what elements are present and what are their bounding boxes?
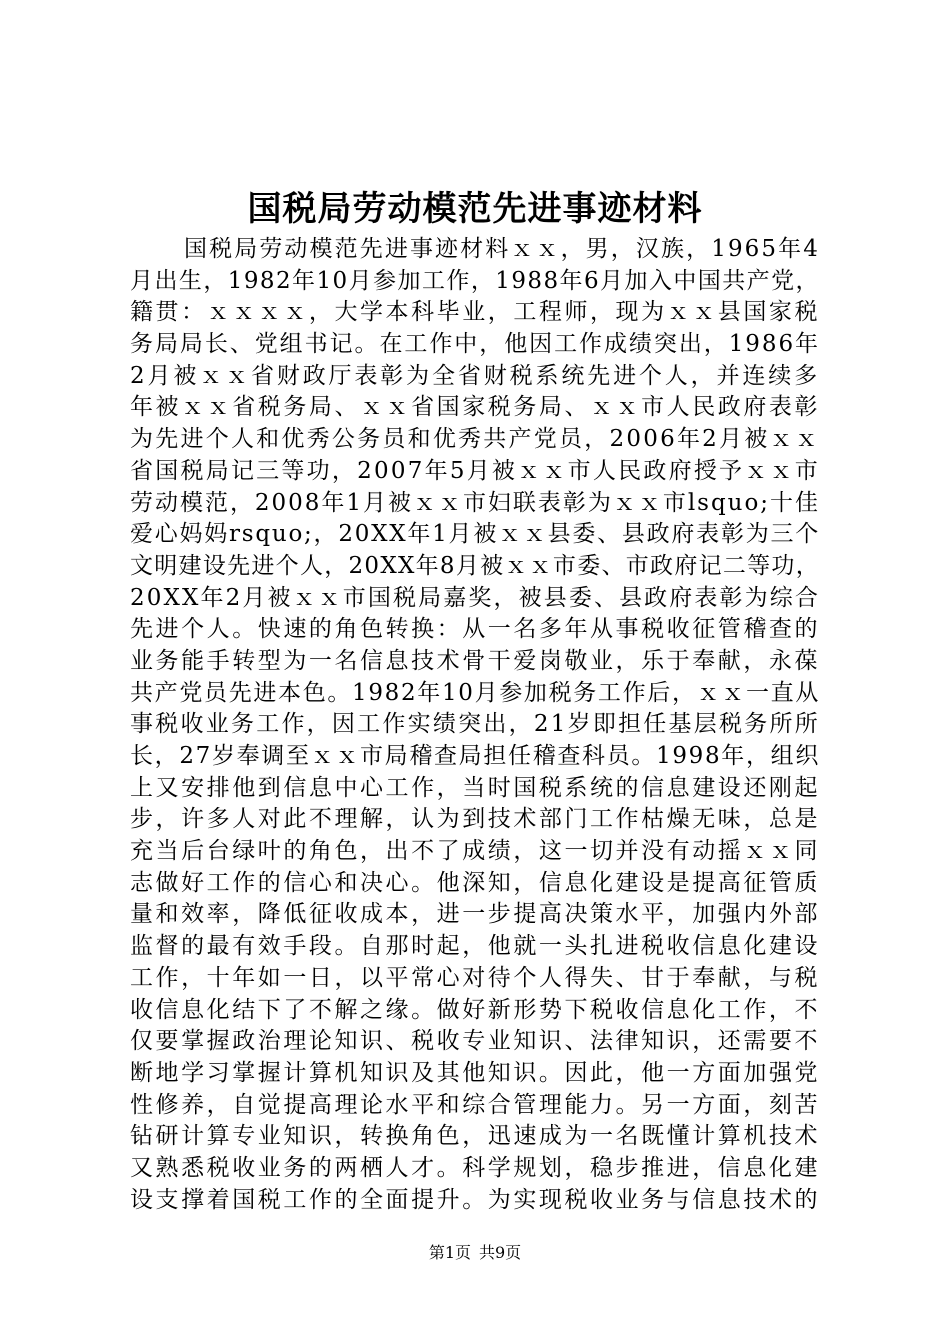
body-line: 上又安排他到信息中心工作，当时国税系统的信息建设还刚起 [130,774,820,801]
body-line: 省国税局记三等功，2007年5月被ｘｘ市人民政府授予ｘｘ市 [130,457,820,484]
body-line: 工作，十年如一日，以平常心对待个人得失、甘于奉献，与税 [130,964,820,991]
body-line: 钻研计算专业知识，转换角色，迅速成为一名既懂计算机技术 [130,1123,820,1150]
body-line: 20XX年2月被ｘｘ市国税局嘉奖，被县委、县政府表彰为综合 [130,584,820,611]
document-body [130,234,820,1216]
body-line: 监督的最有效手段。自那时起，他就一头扎进税收信息化建设 [130,933,820,960]
body-line: 文明建设先进个人，20XX年8月被ｘｘ市委、市政府记二等功， [130,552,820,579]
body-line: 志做好工作的信心和决心。他深知，信息化建设是提高征管质 [130,869,820,896]
body-line: 为先进个人和优秀公务员和优秀共产党员，2006年2月被ｘｘ [130,426,820,453]
page-total: 共9页 [479,1243,522,1262]
body-line: 月出生，1982年10月参加工作，1988年6月加入中国共产党， [130,267,820,294]
body-line: 又熟悉税收业务的两栖人才。科学规划，稳步推进，信息化建 [130,1154,820,1181]
body-line: 断地学习掌握计算机知识及其他知识。因此，他一方面加强党 [130,1059,820,1086]
body-line: 充当后台绿叶的角色，出不了成绩，这一切并没有动摇ｘｘ同 [130,838,820,865]
body-line: 仅要掌握政治理论知识、税收专业知识、法律知识，还需要不 [130,1028,820,1055]
body-line: 年被ｘｘ省税务局、ｘｘ省国家税务局、ｘｘ市人民政府表彰 [130,394,820,421]
page-footer [0,1241,950,1265]
body-line: 步，许多人对此不理解，认为到技术部门工作枯燥无味，总是 [130,806,820,833]
document-title: 国税局劳动模范先进事迹材料 [247,189,703,229]
page-number: 第1页 [428,1243,471,1262]
body-line: 爱心妈妈rsquo;，20XX年1月被ｘｘ县委、县政府表彰为三个 [130,521,820,548]
body-line: 事税收业务工作，因工作实绩突出，21岁即担任基层税务所所 [130,711,820,738]
body-line: 劳动模范，2008年1月被ｘｘ市妇联表彰为ｘｘ市lsquo;十佳 [130,489,820,516]
body-line: 性修养，自觉提高理论水平和综合管理能力。另一方面，刻苦 [130,1091,820,1118]
body-line: 量和效率，降低征收成本，进一步提高决策水平，加强内外部 [130,901,820,928]
body-line: 先进个人。快速的角色转换：从一名多年从事税收征管稽查的 [130,616,820,643]
body-line: 收信息化结下了不解之缘。做好新形势下税收信息化工作，不 [130,996,820,1023]
body-line: 务局局长、党组书记。在工作中，他因工作成绩突出，1986年 [130,331,820,358]
body-line: 共产党员先进本色。1982年10月参加税务工作后，ｘｘ一直从 [130,679,820,706]
body-line: 2月被ｘｘ省财政厅表彰为全省财税系统先进个人，并连续多 [130,362,820,389]
body-line: 国税局劳动模范先进事迹材料ｘｘ，男，汉族，1965年4 [184,236,820,262]
body-line: 长，27岁奉调至ｘｘ市局稽查局担任稽查科员。1998年，组织 [130,743,820,769]
body-line: 籍贯：ｘｘｘｘ，大学本科毕业，工程师，现为ｘｘ县国家税 [130,299,820,326]
body-line: 设支撑着国税工作的全面提升。为实现税收业务与信息技术的 [130,1186,820,1213]
body-line: 业务能手转型为一名信息技术骨干爱岗敬业，乐于奉献，永葆 [130,647,820,674]
